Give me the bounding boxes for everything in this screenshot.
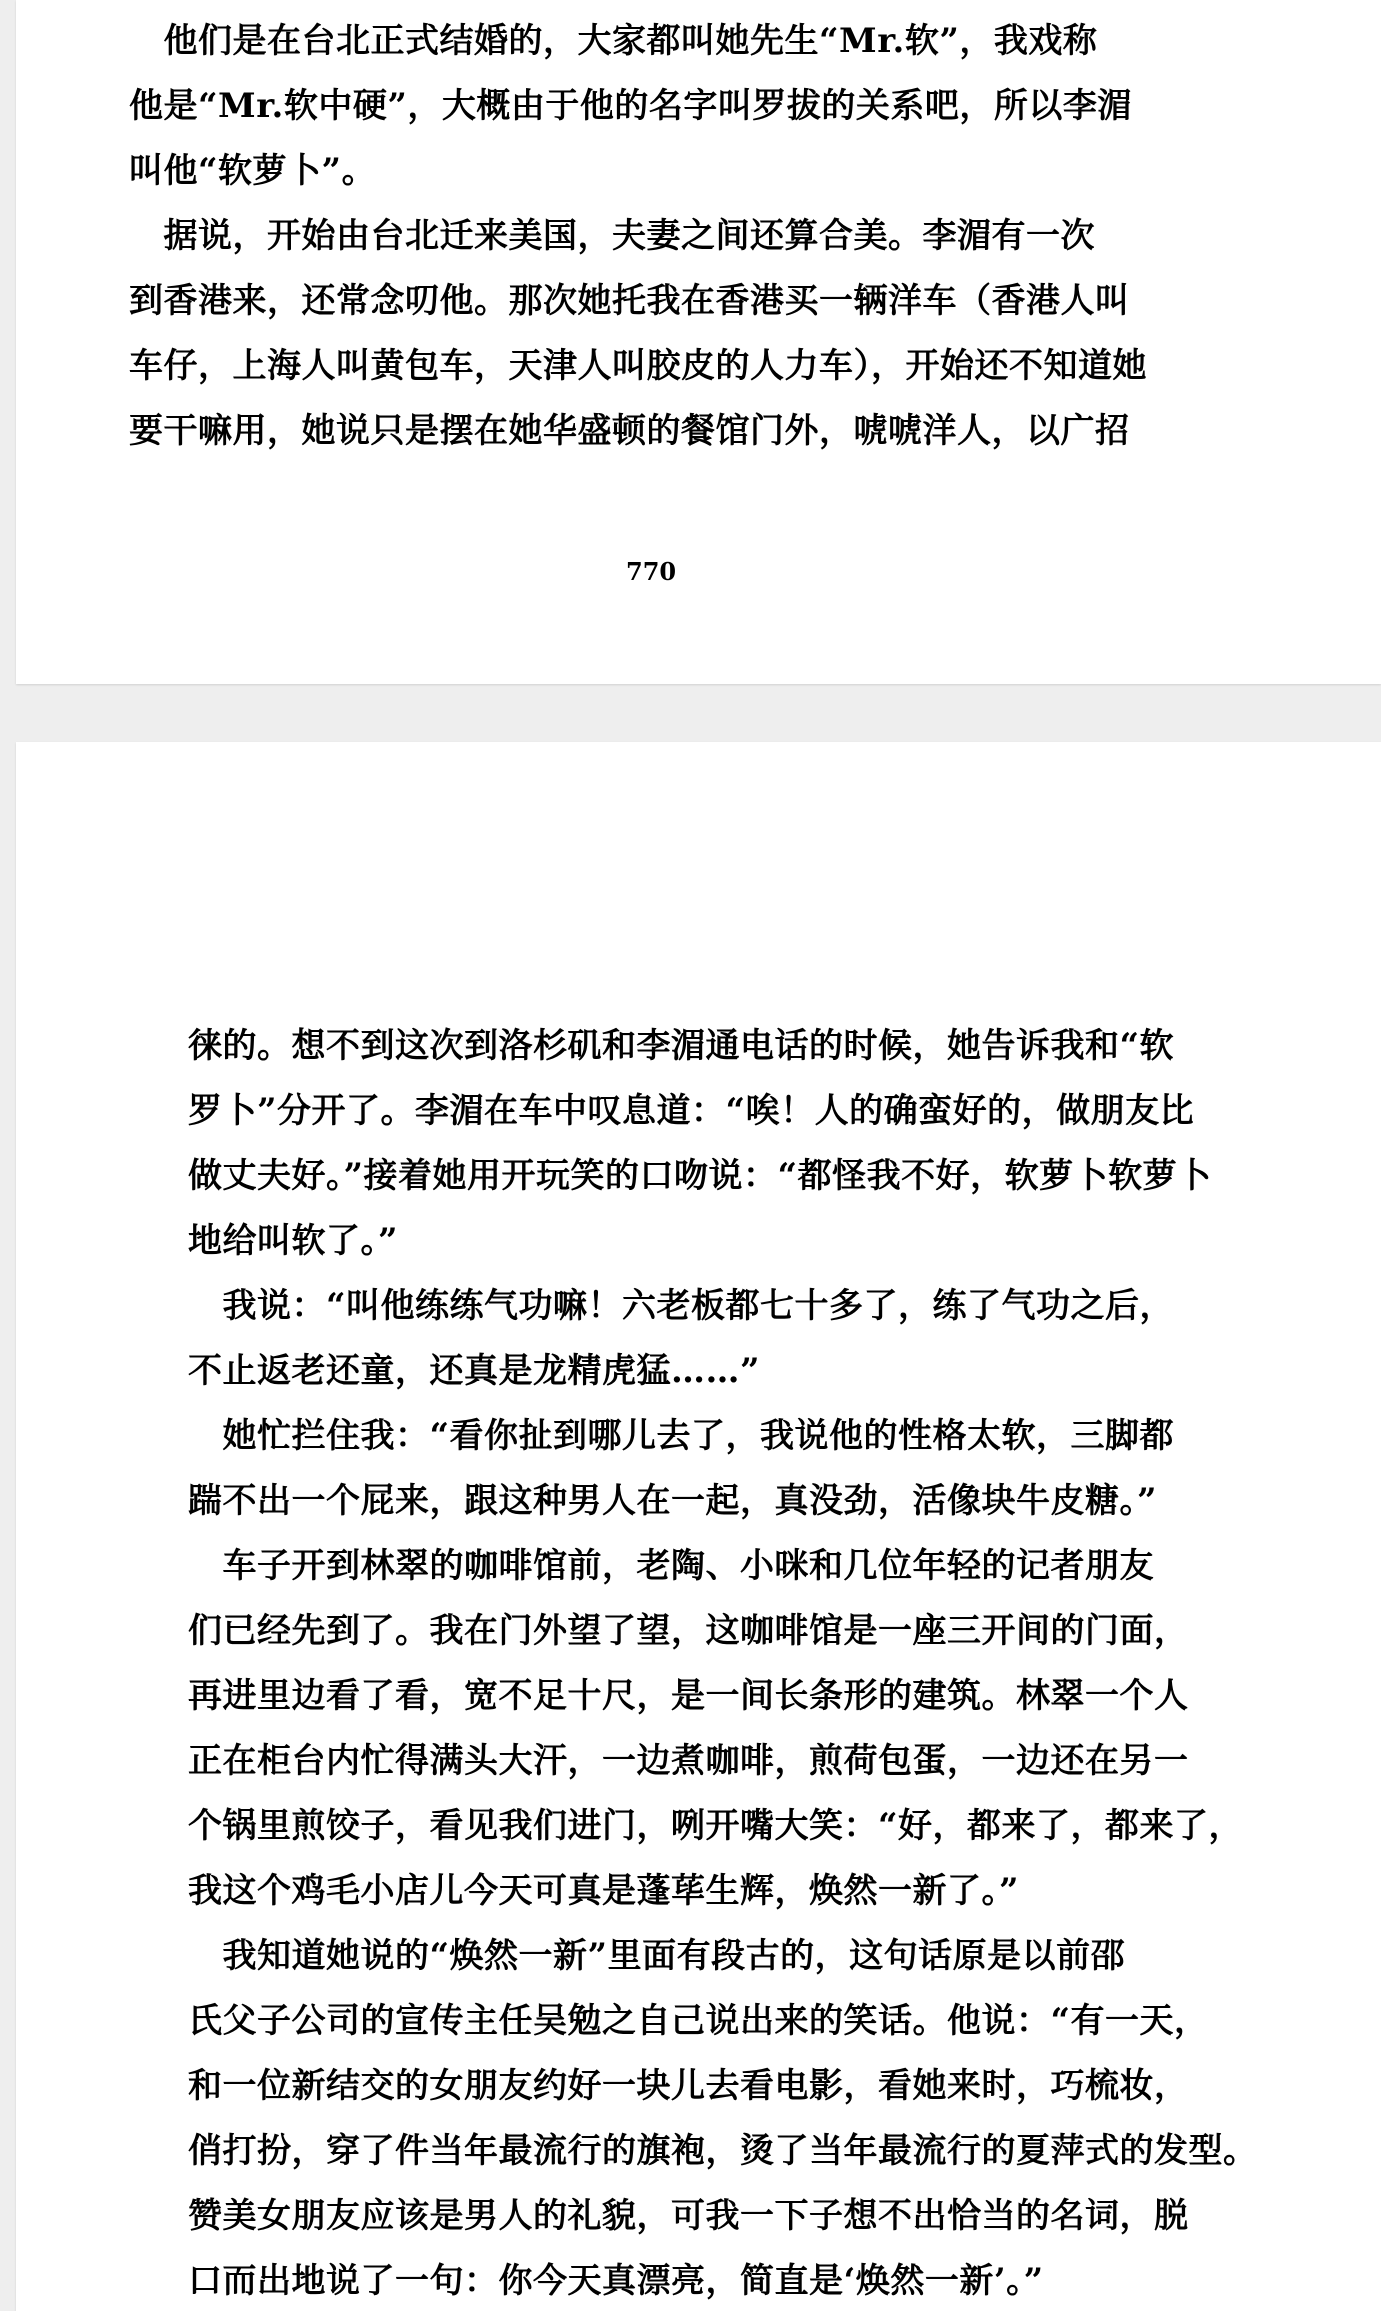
text-line: 地给叫软了。”	[188, 1221, 399, 1261]
text-line: 叫他“软萝卜”。	[129, 151, 377, 191]
text-line: 徕的。想不到这次到洛杉矶和李湄通电话的时候，她告诉我和“软	[188, 1026, 1175, 1066]
text-line: 她忙拦住我：“看你扯到哪儿去了，我说他的性格太软，三脚都	[188, 1416, 1175, 1456]
document-page-next	[16, 742, 1381, 2311]
text-line: 我说：“叫他练练气功嘛！六老板都七十多了，练了气功之后，	[188, 1286, 1175, 1326]
text-line: 他是“Mr.软中硬”，大概由于他的名字叫罗拔的关系吧，所以李湄	[129, 86, 1132, 126]
text-line: 车子开到林翠的咖啡馆前，老陶、小咪和几位年轻的记者朋友	[188, 1546, 1154, 1586]
text-line: 个锅里煎饺子，看见我们进门，咧开嘴大笑：“好，都来了，都来了，	[188, 1806, 1244, 1846]
text-line: 赞美女朋友应该是男人的礼貌，可我一下子想不出恰当的名词，脱	[188, 2196, 1189, 2236]
text-line: 据说，开始由台北迁来美国，夫妻之间还算合美。李湄有一次	[129, 216, 1095, 256]
document-page-770	[16, 0, 1381, 684]
text-line: 和一位新结交的女朋友约好一块儿去看电影，看她来时，巧梳妆，	[188, 2066, 1189, 2106]
text-line: 车仔，上海人叫黄包车，天津人叫胶皮的人力车），开始还不知道她	[129, 346, 1147, 386]
text-line: 罗卜”分开了。李湄在车中叹息道：“唉！人的确蛮好的，做朋友比	[188, 1091, 1195, 1131]
text-line: 俏打扮，穿了件当年最流行的旗袍，烫了当年最流行的夏萍式的发型。	[188, 2131, 1258, 2171]
text-line: 踹不出一个屁来，跟这种男人在一起，真没劲，活像块牛皮糖。”	[188, 1481, 1158, 1521]
text-line: 我这个鸡毛小店儿今天可真是蓬荜生辉，焕然一新了。”	[188, 1871, 1020, 1911]
page-number: 770	[626, 557, 677, 586]
text-line: 不止返老还童，还真是龙精虎猛……”	[188, 1351, 761, 1391]
text-line: 正在柜台内忙得满头大汗，一边煮咖啡，煎荷包蛋，一边还在另一	[188, 1741, 1189, 1781]
text-line: 口而出地说了一句：你今天真漂亮，简直是‘焕然一新’。”	[188, 2261, 1044, 2301]
text-line: 氏父子公司的宣传主任吴勉之自己说出来的笑话。他说：“有一天，	[188, 2001, 1209, 2041]
text-line: 再进里边看了看，宽不足十尺，是一间长条形的建筑。林翠一个人	[188, 1676, 1189, 1716]
text-line: 他们是在台北正式结婚的，大家都叫她先生“Mr.软”，我戏称	[129, 21, 1098, 61]
text-line: 我知道她说的“焕然一新”里面有段古的，这句话原是以前邵	[188, 1936, 1126, 1976]
text-line: 做丈夫好。”接着她用开玩笑的口吻说：“都怪我不好，软萝卜软萝卜	[188, 1156, 1212, 1196]
text-line: 到香港来，还常念叨他。那次她托我在香港买一辆洋车（香港人叫	[129, 281, 1130, 321]
text-line: 要干嘛用，她说只是摆在她华盛顿的餐馆门外，唬唬洋人，以广招	[129, 411, 1130, 451]
text-line: 们已经先到了。我在门外望了望，这咖啡馆是一座三开间的门面，	[188, 1611, 1189, 1651]
